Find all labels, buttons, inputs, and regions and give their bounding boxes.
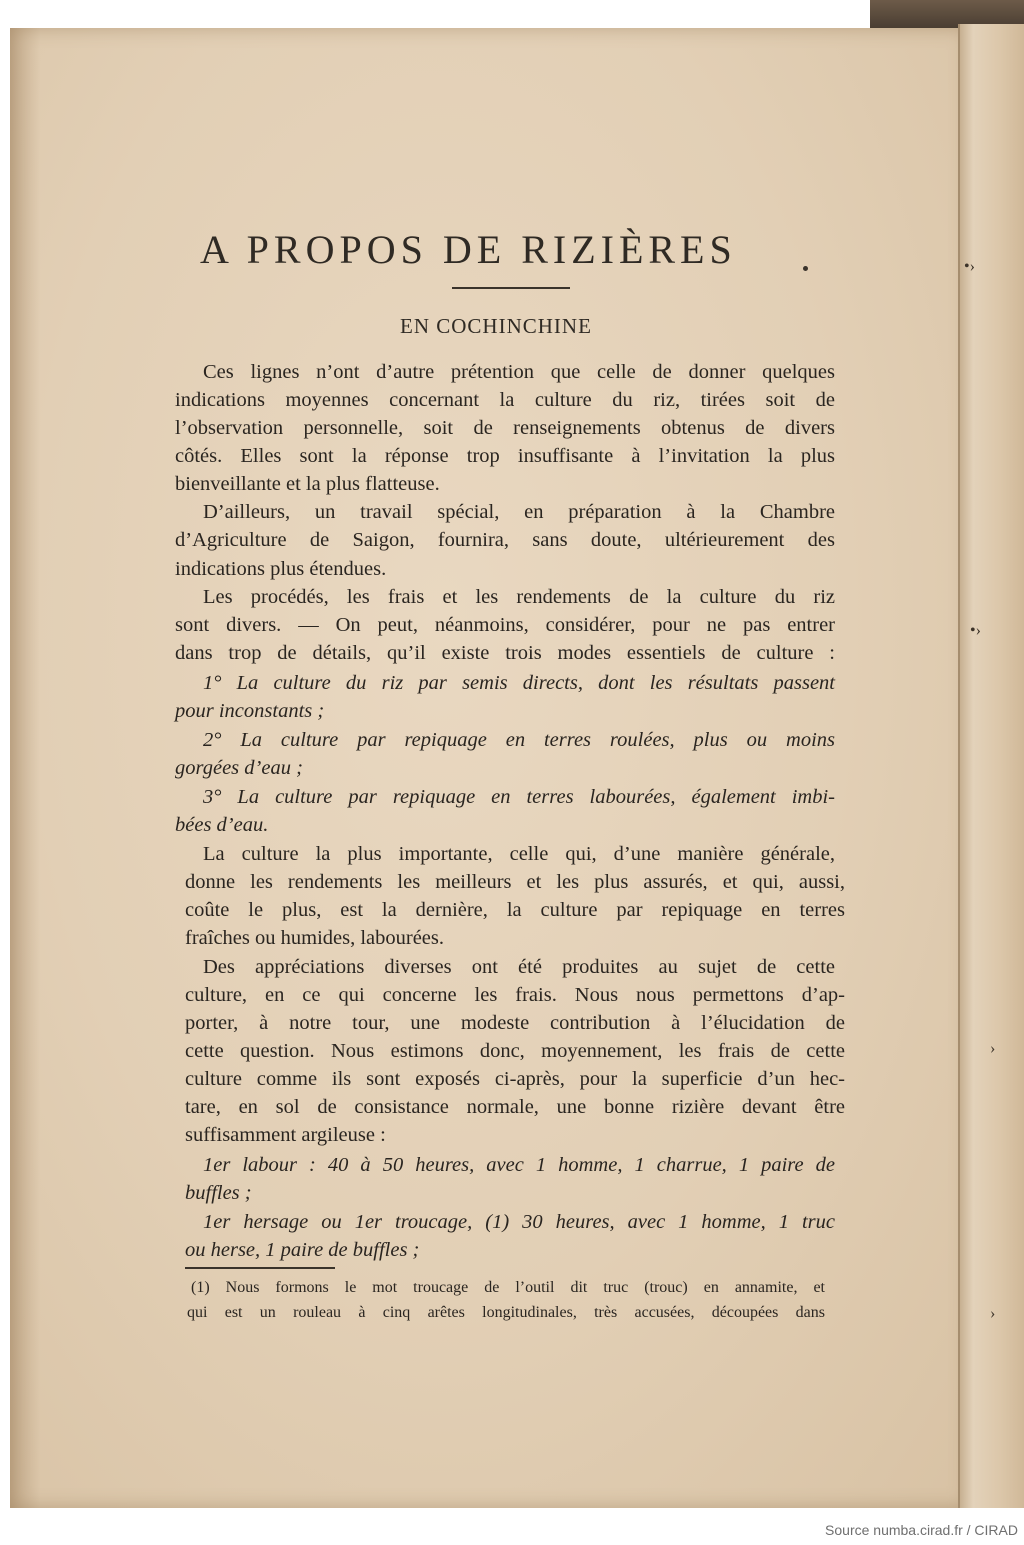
body-line: d’Agriculture de Saigon, fournira, sans doute, ultérieurement des [175, 529, 835, 551]
footnote-line: (1) Nous formons le mot troucage de l’outil dit truc (trouc) en annamite, et [191, 1279, 825, 1296]
body-line: coûte le plus, est la dernière, la culture par repiquage en terres [185, 899, 845, 921]
body-line: bées d’eau. [175, 814, 269, 836]
body-line: cette question. Nous estimons donc, moyennement, les frais de cette [185, 1040, 845, 1062]
body-line: fraîches ou humides, labourées. [185, 927, 445, 949]
body-line: buffles ; [185, 1182, 252, 1204]
gutter-stitch-mark: › [990, 1040, 996, 1057]
body-line: ou herse, 1 paire de buffles ; [185, 1239, 420, 1261]
body-line: l’observation personnelle, soit de renseignements obtenus de divers [175, 417, 835, 439]
title-rule [452, 287, 570, 289]
page-title: A PROPOS DE RIZIÈRES [200, 227, 737, 272]
book-gutter [958, 24, 1024, 1508]
body-line: 1er labour : 40 à 50 heures, avec 1 homme, 1 charrue, 1 paire de [203, 1154, 835, 1176]
body-line: dans trop de détails, qu’il existe trois modes essentiels de culture : [175, 642, 835, 664]
page-subtitle: EN COCHINCHINE [400, 314, 592, 338]
body-line: Des appréciations diverses ont été produites au sujet de cette [203, 956, 835, 978]
body-line: pour inconstants ; [175, 700, 325, 722]
title-dot [803, 266, 808, 271]
footnote-line: qui est un rouleau à cinq arêtes longitudinales, très accusées, découpées dans [187, 1304, 825, 1321]
body-line: 1er hersage ou 1er troucage, (1) 30 heures, avec 1 homme, 1 truc [203, 1211, 835, 1233]
body-line: sont divers. — On peut, néanmoins, considérer, pour ne pas entrer [175, 614, 835, 636]
body-line: La culture la plus importante, celle qui, d’une manière générale, [203, 843, 835, 865]
source-caption: Source numba.cirad.fr / CIRAD [825, 1522, 1018, 1538]
body-line: culture, en ce qui concerne les frais. Nous nous permettons d’ap- [185, 984, 845, 1006]
body-line: tare, en sol de consistance normale, une bonne rizière devant être [185, 1096, 845, 1118]
body-line: 2° La culture par repiquage en terres roulées, plus ou moins [203, 729, 835, 751]
footnote-rule [185, 1267, 335, 1269]
gutter-stitch-mark: › [990, 1305, 996, 1322]
gutter-stitch-mark: •› [970, 622, 981, 639]
body-line: suffisamment argileuse : [185, 1124, 386, 1146]
body-line: culture comme ils sont exposés ci-après, pour la superficie d’un hec- [185, 1068, 845, 1090]
body-line: Ces lignes n’ont d’autre prétention que celle de donner quelques [203, 361, 835, 383]
body-line: indications plus étendues. [175, 558, 387, 580]
body-line: 3° La culture par repiquage en terres labourées, également imbi- [203, 786, 835, 808]
body-line: D’ailleurs, un travail spécial, en préparation à la Chambre [203, 501, 835, 523]
page-left-edge-shadow [10, 28, 40, 1508]
body-line: porter, à notre tour, une modeste contribution à l’élucidation de [185, 1012, 845, 1034]
body-line: gorgées d’eau ; [175, 757, 303, 779]
body-line: bienveillante et la plus flatteuse. [175, 473, 440, 495]
body-line: côtés. Elles sont la réponse trop insuffisante à l’invitation la plus [175, 445, 835, 467]
body-line: donne les rendements les meilleurs et les plus assurés, et qui, aussi, [185, 871, 845, 893]
body-line: Les procédés, les frais et les rendements de la culture du riz [203, 586, 835, 608]
gutter-stitch-mark: •› [964, 258, 975, 275]
body-line: 1° La culture du riz par semis directs, dont les résultats passent [203, 672, 835, 694]
body-line: indications moyennes concernant la culture du riz, tirées soit de [175, 389, 835, 411]
